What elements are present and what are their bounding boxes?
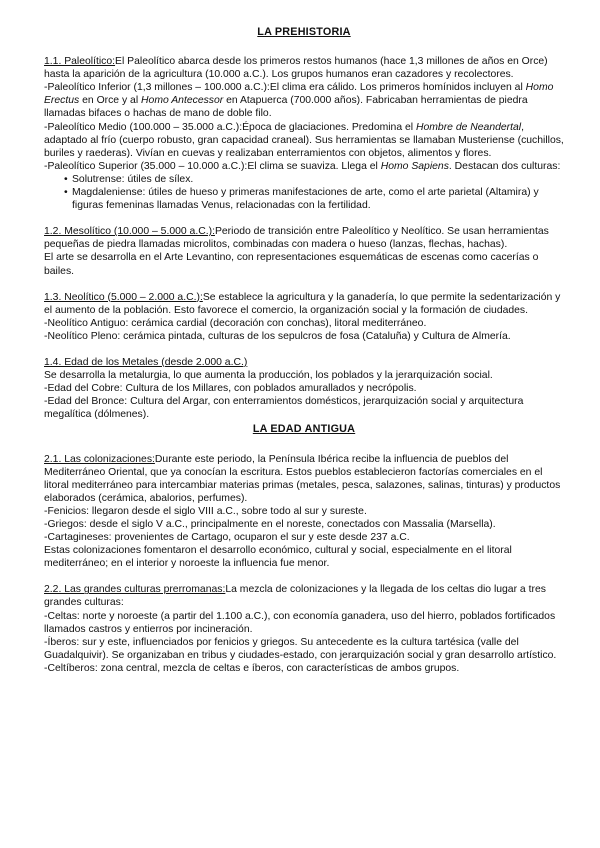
section-culturas-prerromanas xyxy=(44,583,564,675)
paragraph-text: Se establece la agricultura y la ganadería, lo que permite la sedentarización y el aumento de la población. Esto favorece el comercio, la organización social y la formación de ciudades. xyxy=(44,291,561,316)
celtas: -Celtas: norte y noroeste (a partir del 1.100 a.C.), con economía ganadera, uso del hierro, poblados fortificados llamados castros y entierros por incineración. xyxy=(44,610,556,635)
neolitico-text xyxy=(44,291,564,317)
list-item: • Magdaleniense: útiles de hueso y primeras manifestaciones de arte, como el arte parietal (Altamira) y figuras femeninas llamadas Venus, relacionadas con la fertilidad. xyxy=(72,186,564,212)
paragraph-text: La mezcla de colonizaciones y la llegada de los celtas dio lugar a tres grandes culturas: xyxy=(44,584,546,609)
iberos: -Íberos: sur y este, influenciados por fenicios y griegos. Su antecedente es la cultura tartésica (valle del Guadalquivir). Se organizaban en tribus y ciudades-estado, con jerarquización social y gran desarrollo artístico. xyxy=(44,636,557,661)
section-heading xyxy=(44,356,564,369)
heading-text: 1.4. Edad de los Metales (desde 2.000 a.C.) xyxy=(44,356,248,368)
neolitico-antiguo: -Neolítico Antiguo: cerámica cardial (decoración con conchas), litoral mediterráneo. xyxy=(44,317,427,329)
culture-list xyxy=(44,173,564,212)
section-metales xyxy=(44,356,564,421)
colonizaciones-text xyxy=(44,453,564,505)
section-heading: 2.1. Las colonizaciones: xyxy=(44,453,155,465)
section-heading: 1.1. Paleolítico: xyxy=(44,56,116,68)
celtiberos: -Celtíberos: zona central, mezcla de celtas e íberos, con características de ambos grupos. xyxy=(44,662,460,674)
section-heading: 2.2. Las grandes culturas prerromanas: xyxy=(44,584,226,596)
mesolitico-text xyxy=(44,225,564,251)
paragraph-text: , adaptado al frío (cuerpo robusto, gran capacidad craneal). Sus herramientas se llamaban Musteriense (cuchillos, buriles y raederas). Vivían en cuevas y realizaban enterramientos con objetos, alimentos y flores. xyxy=(44,121,564,159)
paragraph-text: El Paleolítico abarca desde los primeros restos humanos (hace 1,3 millones de años en Orce) hasta la aparición de la agricultura (10.000 a.C.). Los grupos humanos eran cazadores y recolectores. xyxy=(44,56,548,81)
document-page xyxy=(44,26,564,688)
species-name: Homo Sapiens xyxy=(380,160,449,172)
mesolitico-arte: El arte se desarrolla en el Arte Levantino, con representaciones esquemáticas de escenas como cacerías o bailes. xyxy=(44,252,539,277)
paragraph-text: Periodo de transición entre Paleolítico y Neolítico. Se usan herramientas pequeñas de piedra llamadas microlitos, combinadas con madera o hueso (lanzas, flechas, hachas). xyxy=(44,226,549,251)
paragraph-text: -Paleolítico Inferior (1,3 millones – 100.000 a.C.):El clima era cálido. Los primeros homínidos incluyen al xyxy=(44,82,526,94)
paragraph-text: . Destacan dos culturas: xyxy=(448,160,561,172)
paragraph-text: -Paleolítico Superior (35.000 – 10.000 a.C.):El clima se suaviza. Llega el xyxy=(44,160,381,172)
paleolitico-medio xyxy=(44,121,564,160)
species-name: Homo Erectus xyxy=(44,82,554,107)
section-heading: 1.3. Neolítico (5.000 – 2.000 a.C.): xyxy=(44,291,203,303)
culturas-text xyxy=(44,583,564,609)
edad-bronce: -Edad del Bronce: Cultura del Argar, con enterramientos domésticos, jerarquización social y arquitectura megalítica (dólmenes). xyxy=(44,396,524,421)
griegos: -Griegos: desde el siglo V a.C., principalmente en el noreste, conectados con Massalia (Marsella). xyxy=(44,519,496,530)
paragraph-text: Durante este periodo, la Península Ibérica recibe la influencia de pueblos del Mediterráneo Oriental, que ya conocían la escritura. Estos pueblos establecieron factorías comerciales en el litoral mediterráneo para intercambiar materias primas (metales, pesca, salazones, salinas, tinturas) y productos elaborados (cerámica, abalorios, perfumes). xyxy=(44,453,561,504)
section-paleolitico xyxy=(44,55,564,212)
paleolitico-intro xyxy=(44,55,564,81)
section-colonizaciones xyxy=(44,453,564,571)
section-heading: 1.2. Mesolítico (10.000 – 5.000 a.C.): xyxy=(44,226,215,238)
list-item: • Solutrense: útiles de sílex. xyxy=(72,173,564,186)
second-title: LA EDAD ANTIGUA xyxy=(252,423,356,436)
species-name: Hombre de Neandertal xyxy=(415,121,522,133)
paleolitico-superior xyxy=(44,160,564,173)
cartagineses: -Cartagineses: provenientes de Cartago, ocuparon el sur y este desde 237 a.C. xyxy=(44,532,410,544)
fenicios: -Fenicios: llegaron desde el siglo VIII a.C., sobre todo al sur y sureste. xyxy=(44,505,367,517)
paragraph-text: -Paleolítico Medio (100.000 – 35.000 a.C.):Época de glaciaciones. Predomina el xyxy=(44,121,416,133)
edad-cobre: -Edad del Cobre: Cultura de los Millares, con poblados amurallados y necrópolis. xyxy=(44,383,417,395)
species-name: Homo Antecessor xyxy=(141,95,224,107)
section-neolitico xyxy=(44,291,564,343)
paleolitico-inferior xyxy=(44,81,564,120)
neolitico-pleno: -Neolítico Pleno: cerámica pintada, culturas de los sepulcros de fosa (Cataluña) y Cultura de Almería. xyxy=(44,330,511,342)
paragraph-text: en Orce y al xyxy=(79,95,142,107)
metales-intro: Se desarrolla la metalurgia, lo que aumenta la producción, los poblados y la jerarquización social. xyxy=(44,370,493,382)
colonizaciones-conclusion: Estas colonizaciones fomentaron el desarrollo económico, cultural y social, especialmente en el litoral mediterráneo; en el interior y noroeste la influencia fue menor. xyxy=(44,545,512,570)
main-title: LA PREHISTORIA xyxy=(257,26,351,38)
section-mesolitico xyxy=(44,225,564,277)
paragraph-text: en Atapuerca (700.000 años). Fabricaban herramientas de piedra llamadas bifaces o hachas de mano de doble filo. xyxy=(44,95,528,120)
